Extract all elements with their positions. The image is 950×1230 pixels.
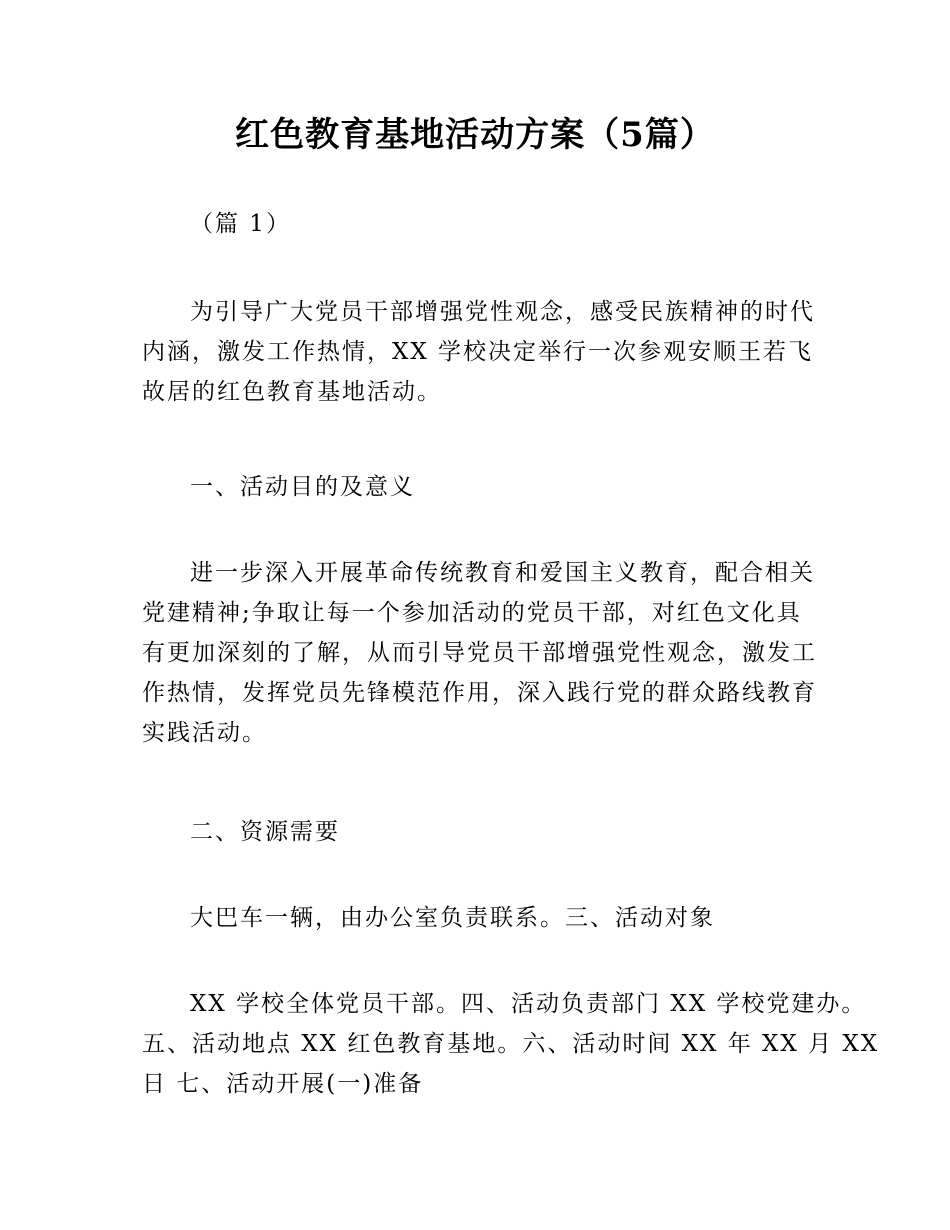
resource-paragraph [142,898,822,938]
paragraph-line: 实践活动。 [142,720,267,746]
paragraph-line: 作热情，发挥党员先锋模范作用，深入践行党的群众路线教育 [142,680,817,706]
paragraph-line: 党建精神;争取让每一个参加活动的党员干部，对红色文化具 [142,600,802,626]
details-paragraph [142,984,880,1104]
paragraph-line: 有更加深刻的了解，从而引导党员干部增强党性观念，激发工 [142,640,817,666]
paragraph-line: 内涵，激发工作热情，XX 学校决定举行一次参观安顺王若飞 [142,339,814,365]
document-title: 红色教育基地活动方案（5篇） [235,115,715,155]
heading-resource-block [142,812,822,852]
paragraph-line: 故居的红色教育基地活动。 [142,379,442,405]
paragraph-line: 大巴车一辆，由办公室负责联系。三、活动对象 [190,905,715,931]
paragraph-line: XX 学校全体党员干部。四、活动负责部门 XX 学校党建办。 [190,991,867,1017]
paragraph-line: 为引导广大党员干部增强党性观念，感受民族精神的时代 [190,299,815,325]
section-label-block [142,204,822,244]
heading-purpose-block [142,467,822,507]
section-heading: 二、资源需要 [190,819,340,845]
section-label: （篇 1） [190,211,291,237]
purpose-paragraph [142,553,822,753]
paragraph-line: 五、活动地点 XX 红色教育基地。六、活动时间 XX 年 XX 月 XX [142,1031,880,1057]
paragraph-line: 日 七、活动开展(一)准备 [142,1071,424,1097]
section-heading: 一、活动目的及意义 [190,474,415,500]
paragraph-line: 进一步深入开展革命传统教育和爱国主义教育，配合相关 [190,560,815,586]
intro-paragraph [142,292,822,412]
